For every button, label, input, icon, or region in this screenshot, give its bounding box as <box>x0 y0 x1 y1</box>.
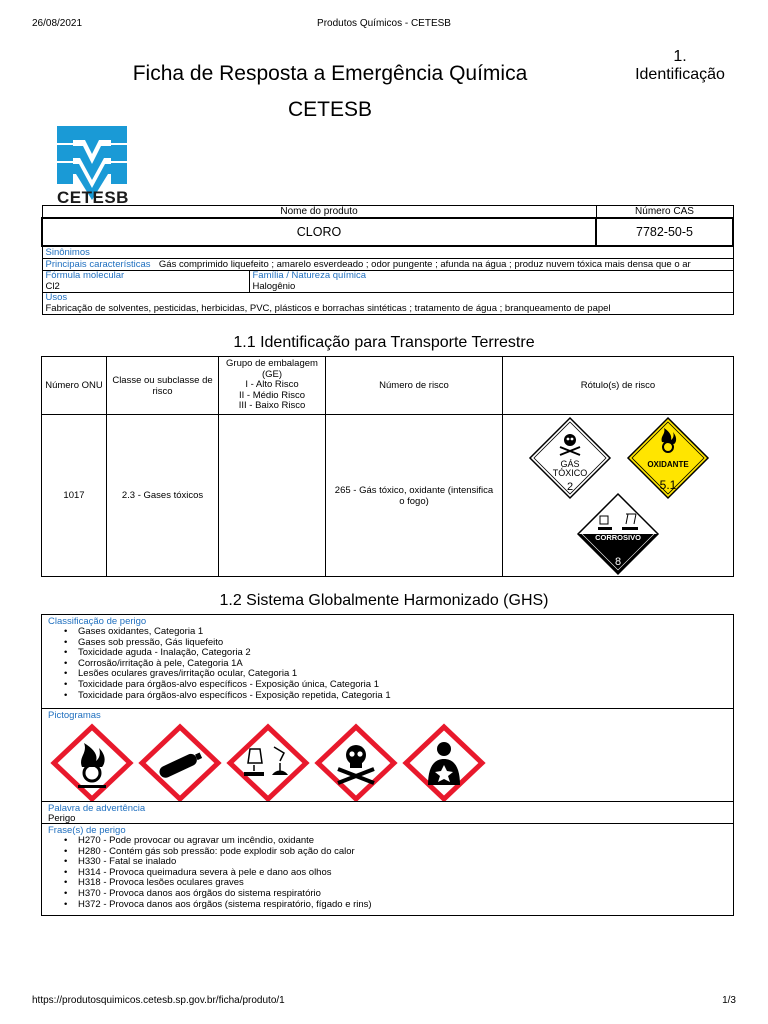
gas-cylinder-icon <box>142 727 218 799</box>
document-title: Ficha de Resposta a Emergência Química <box>132 62 528 85</box>
onu-number: 1017 <box>42 415 107 577</box>
section-name: Identificação <box>635 66 725 83</box>
list-item: • H270 - Pode provocar ou agravar um incêndio, oxidante <box>64 836 372 847</box>
risk-labels-cell <box>503 415 734 577</box>
formula-value: Cl2 <box>45 280 60 292</box>
cas-number: 7782-50-5 <box>596 218 733 246</box>
list-item: • H314 - Provoca queimadura severa à pele e dano aos olhos <box>64 868 372 879</box>
signal-word-box <box>41 801 734 824</box>
list-item: • H318 - Provoca lesões oculares graves <box>64 878 372 889</box>
hazard-classification-list <box>64 627 391 701</box>
formula-cell <box>42 271 249 293</box>
characteristics-label: Principais características <box>45 259 151 270</box>
toxic-label-class: 2 <box>566 480 574 493</box>
list-item: • Gases sob pressão, Gás liquefeito <box>64 638 391 649</box>
list-item: • Toxicidade para órgãos-alvo específicos - Exposição repetida, Categoria 1 <box>64 691 391 702</box>
col-class: Classe ou subclasse de risco <box>107 357 219 415</box>
characteristics-row <box>42 259 733 271</box>
hazard-classification-box <box>41 614 734 709</box>
hazard-phrases-box <box>41 823 734 916</box>
list-item: • Toxicidade para órgãos-alvo específicos - Exposição única, Categoria 1 <box>64 680 391 691</box>
risk-labels <box>508 416 728 576</box>
product-name: CLORO <box>42 218 596 246</box>
hazard-phrases-list <box>64 836 372 910</box>
hazard-phrases-label: Frase(s) de perigo <box>48 825 126 836</box>
list-item: • Toxicidade aguda - Inalação, Categoria 2 <box>64 648 391 659</box>
hazard-classification-label: Classificação de perigo <box>48 616 147 627</box>
col-risk-number: Número de risco <box>326 357 503 415</box>
toxic-label-text-1: GÁS <box>560 458 580 469</box>
list-item: • H370 - Provoca danos aos órgãos do sistema respiratório <box>64 889 372 900</box>
pictograms-box <box>41 708 734 802</box>
corrosive-label <box>568 494 668 576</box>
toxic-gas-label <box>530 418 610 498</box>
transport-heading: 1.1 Identificação para Transporte Terrestre <box>233 334 535 351</box>
list-item: • H372 - Provoca danos aos órgãos (sistema respiratório, fígado e rins) <box>64 900 372 911</box>
print-url: https://produtosquimicos.cetesb.sp.gov.br/ficha/produto/1 <box>32 995 285 1006</box>
packing-group <box>219 415 326 577</box>
signal-word: Perigo <box>48 813 76 824</box>
print-date: 26/08/2021 <box>32 18 83 29</box>
oxidant-label <box>628 418 708 498</box>
signal-word-label: Palavra de advertência <box>48 803 146 814</box>
print-page-title: Produtos Químicos - CETESB <box>317 18 451 29</box>
corrosive-label-text: CORROSIVO <box>595 532 641 542</box>
col-onu: Número ONU <box>42 357 107 415</box>
product-table <box>41 205 734 315</box>
list-item: • Corrosão/irritação à pele, Categoria 1A <box>64 659 391 670</box>
ghs-pictograms <box>48 723 488 801</box>
skull-crossbones-icon <box>318 727 394 799</box>
ghs-heading: 1.2 Sistema Globalmente Harmonizado (GHS) <box>219 592 549 609</box>
synonyms-label: Sinônimos <box>42 246 733 259</box>
cas-header: Número CAS <box>596 206 733 219</box>
logo-wordmark: CETESB <box>57 188 129 207</box>
characteristics-value: Gás comprimido liquefeito ; amarelo esverdeado ; odor pungente ; afunda na água ; produz nuvem tóxica mais densa que o ar <box>158 259 691 270</box>
product-name-header: Nome do produto <box>42 206 596 219</box>
pictograms-label: Pictogramas <box>48 710 101 721</box>
family-cell <box>249 271 733 293</box>
uses-value: Fabricação de solventes, pesticidas, herbicidas, PVC, plásticos e borrachas sintéticas ; tratamento de água ; branqueamento de papel <box>45 302 611 314</box>
print-page-number: 1/3 <box>722 995 736 1006</box>
oxidant-label-class: 5.1 <box>659 477 677 492</box>
list-item: • H330 - Fatal se inalado <box>64 857 372 868</box>
corrosion-icon <box>230 727 306 799</box>
family-label: Família / Natureza química <box>252 270 367 281</box>
section-indicator <box>620 48 740 84</box>
risk-class: 2.3 - Gases tóxicos <box>107 415 219 577</box>
list-item: • H280 - Contém gás sob pressão: pode explodir sob ação do calor <box>64 847 372 858</box>
risk-number: 265 - Gás tóxico, oxidante (intensifica o fogo) <box>326 415 503 577</box>
uses-label: Usos <box>45 292 68 303</box>
flame-over-circle-icon <box>54 727 130 799</box>
formula-label: Fórmula molecular <box>45 270 125 281</box>
col-risk-labels: Rótulo(s) de risco <box>503 357 734 415</box>
uses-cell <box>42 293 733 315</box>
section-number: 1. <box>673 48 687 65</box>
list-item: • Gases oxidantes, Categoria 1 <box>64 627 391 638</box>
col-packing-group: Grupo de embalagem (GE) I - Alto Risco II - Médio Risco III - Baixo Risco <box>219 357 326 415</box>
health-hazard-icon <box>406 727 482 799</box>
corrosive-label-class: 8 <box>614 555 622 568</box>
family-value: Halogênio <box>252 280 296 292</box>
oxidant-label-text: OXIDANTE <box>647 459 689 469</box>
toxic-label-text-2: TÓXICO <box>552 467 588 478</box>
list-item: • Lesões oculares graves/irritação ocular, Categoria 1 <box>64 669 391 680</box>
transport-table <box>41 356 734 577</box>
document-subtitle: CETESB <box>287 98 373 121</box>
